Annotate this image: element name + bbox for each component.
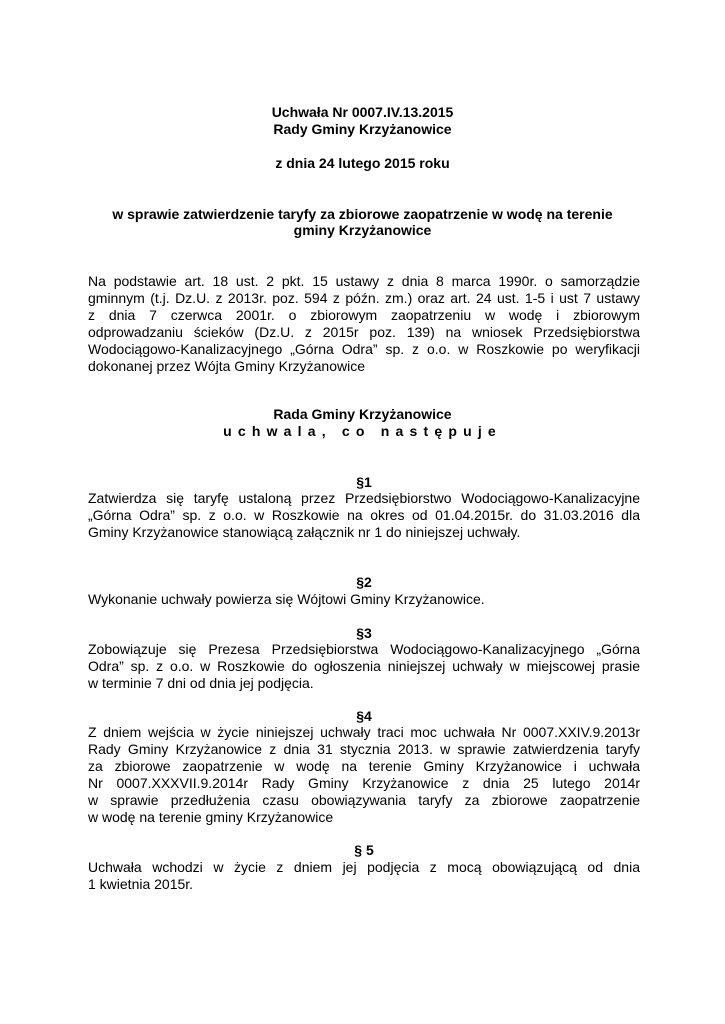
resolution-date: z dnia 24 lutego 2015 roku [275, 155, 450, 171]
section-line: Zatwierdza się taryfę ustaloną przez Przedsiębiorstwo Wodociągowo-Kanalizacyjne [88, 490, 640, 506]
preamble-line: dokonanej przez Wójta Gminy Krzyżanowice [88, 358, 366, 374]
section-line: za zbiorowe zaopatrzenie w wodę na terenie Gminy Krzyżanowice i uchwała [88, 758, 640, 774]
resolution-number: Uchwała Nr 0007.IV.13.2015 [271, 104, 454, 120]
subject-line-2: gminy Krzyżanowice [293, 222, 432, 238]
section-3-body [88, 641, 640, 692]
section-4-body [88, 724, 640, 826]
section-line: Odra” sp. z o.o. w Roszkowie do ogłoszenia niniejszej uchwały w miejscowej prasie [88, 658, 640, 674]
section-5-heading: § 5 [354, 842, 374, 858]
section-line: Rady Gminy Krzyżanowice z dnia 31 stycznia 2013. w sprawie zatwierdzenia taryfy [88, 741, 640, 757]
section-line: Nr 0007.XXXVII.9.2014r Rady Gminy Krzyżanowice z dnia 25 lutego 2014r [88, 775, 640, 791]
preamble-line: Na podstawie art. 18 ust. 2 pkt. 15 ustawy z dnia 8 marca 1990r. o samorządzie [88, 273, 640, 289]
section-1-body [88, 490, 640, 541]
preamble-line: odprowadzaniu ścieków (Dz.U. z 2015r poz. 139) na wniosek Przedsiębiorstwa [88, 324, 640, 340]
council-heading: Rada Gminy Krzyżanowice [273, 406, 452, 422]
section-1-heading: §1 [356, 474, 372, 490]
section-line: w sprawie przedłużenia czasu obowiązywania taryfy za zbiorowe zaopatrzenie [88, 792, 640, 808]
section-line: Z dniem wejścia w życie niniejszej uchwały traci moc uchwała Nr 0007.XXIV.9.2013r [88, 724, 640, 740]
section-line: Zobowiązuje się Prezesa Przedsiębiorstwa Wodociągowo-Kanalizacyjnego „Górna [88, 641, 640, 657]
preamble-line: gminnym (t.j. Dz.U. z 2013r. poz. 594 z późn. zm.) oraz art. 24 ust. 1-5 i ust 7 ustawy [88, 290, 640, 306]
preamble-line: Wodociągowo-Kanalizacyjnego „Górna Odra” sp. z o.o. w Roszkowie po weryfikacji [88, 341, 640, 357]
section-line: w wodę na terenie gminy Krzyżanowice [88, 809, 334, 825]
section-line: „Górna Odra” sp. z o.o. w Roszkowie na okres od 01.04.2015r. do 31.03.2016 dla [88, 507, 640, 523]
section-line: Wykonanie uchwały powierza się Wójtowi Gminy Krzyżanowice. [88, 591, 485, 607]
section-line: w terminie 7 dni od dnia jej podjęcia. [88, 675, 314, 691]
resolves-heading: uchwala, co następuje [223, 423, 502, 439]
preamble-line: z dnia 7 czerwca 2001r. o zbiorowym zaopatrzeniu w wodę i zbiorowym [88, 307, 640, 323]
section-3-heading: §3 [356, 625, 372, 641]
section-5-body [88, 859, 640, 893]
section-line: Gminy Krzyżanowice stanowiącą załącznik nr 1 do niniejszej uchwały. [88, 524, 521, 540]
section-line: Uchwała wchodzi w życie z dniem jej podjęcia z mocą obowiązującą od dnia [88, 859, 640, 875]
section-line: 1 kwietnia 2015r. [88, 876, 194, 892]
council-name: Rady Gminy Krzyżanowice [273, 121, 452, 137]
section-2-body [88, 591, 640, 608]
preamble [88, 273, 640, 375]
subject-line-1: w sprawie zatwierdzenie taryfy za zbiorowe zaopatrzenie w wodę na terenie [112, 206, 613, 222]
section-2-heading: §2 [356, 574, 372, 590]
section-4-heading: §4 [356, 708, 372, 724]
